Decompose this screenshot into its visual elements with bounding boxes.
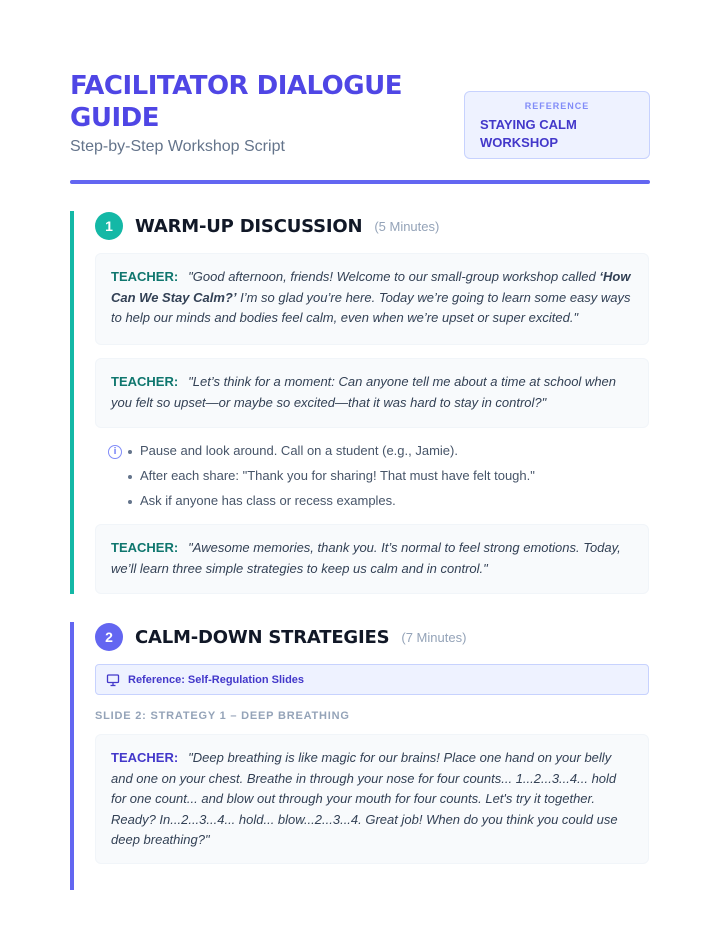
speaker-label: TEACHER: <box>111 540 179 555</box>
header-divider <box>70 180 650 184</box>
reference-box <box>464 91 650 159</box>
section-duration: (5 Minutes) <box>374 218 440 234</box>
note-item: Ask if anyone has class or recess examples. <box>128 493 396 508</box>
speaker-label: TEACHER: <box>111 374 179 389</box>
note-item: Pause and look around. Call on a student (e.g., Jamie). <box>128 443 458 458</box>
reference-title: STAYING CALM WORKSHOP <box>480 117 577 150</box>
presentation-icon <box>106 673 120 687</box>
dialogue-block <box>95 524 649 594</box>
speaker-label: TEACHER: <box>111 750 179 765</box>
dialogue-text-continued: I’m so glad you’re here. Today we’re going to learn some easy ways to help our minds and bodies feel calm, even when we’re upset or super excited." <box>111 289 631 325</box>
workshop-name-emphasis: ‘How Can We Stay Calm?’ <box>111 269 631 305</box>
section-warm-up <box>70 211 650 594</box>
section-accent-bar <box>70 622 74 890</box>
slide-reference-text: Reference: Self-Regulation Slides <box>128 673 305 686</box>
section-duration: (7 Minutes) <box>401 629 467 645</box>
document-title: FACILITATOR DIALOGUE GUIDE <box>70 71 402 133</box>
info-icon: i <box>108 445 122 459</box>
section-number-badge: 2 <box>95 623 123 651</box>
speaker-label: TEACHER: <box>111 269 179 284</box>
dialogue-text: "Awesome memories, thank you. It’s normal to feel strong emotions. Today, we’ll learn three simple strategies to keep us calm and in control." <box>111 540 621 576</box>
dialogue-text: "Let’s think for a moment: Can anyone tell me about a time at school when you felt so upset—or maybe so excited—that it was hard to stay in control?" <box>111 374 617 410</box>
section-title: WARM-UP DISCUSSION <box>135 215 363 237</box>
section-header <box>95 622 466 652</box>
slide-heading: SLIDE 2: STRATEGY 1 – DEEP BREATHING <box>95 710 350 722</box>
dialogue-block <box>95 734 649 864</box>
section-accent-bar <box>70 211 74 594</box>
document-subtitle: Step-by-Step Workshop Script <box>70 138 285 155</box>
section-calm-down-strategies <box>70 622 650 890</box>
dialogue-block <box>95 253 649 345</box>
document-header <box>70 70 650 166</box>
note-item: After each share: "Thank you for sharing! That must have felt tough." <box>128 468 535 483</box>
dialogue-block <box>95 358 649 428</box>
dialogue-text: "Deep breathing is like magic for our brains! Place one hand on your belly and one on your chest. Breathe in through your nose for four counts... 1...2...3...4... hold for one count... and blow out through your mouth for four counts. Let's try it together. Ready? In...2...3...4... hold... blow...2...3...4. Great job! When do you think you could use deep breathing?" <box>111 750 618 847</box>
slide-reference <box>95 664 649 695</box>
reference-label: REFERENCE <box>524 101 590 111</box>
section-header <box>95 211 439 241</box>
section-number-badge: 1 <box>95 212 123 240</box>
section-title: CALM-DOWN STRATEGIES <box>135 626 390 648</box>
dialogue-text: "Good afternoon, friends! Welcome to our small-group workshop called <box>188 269 600 284</box>
